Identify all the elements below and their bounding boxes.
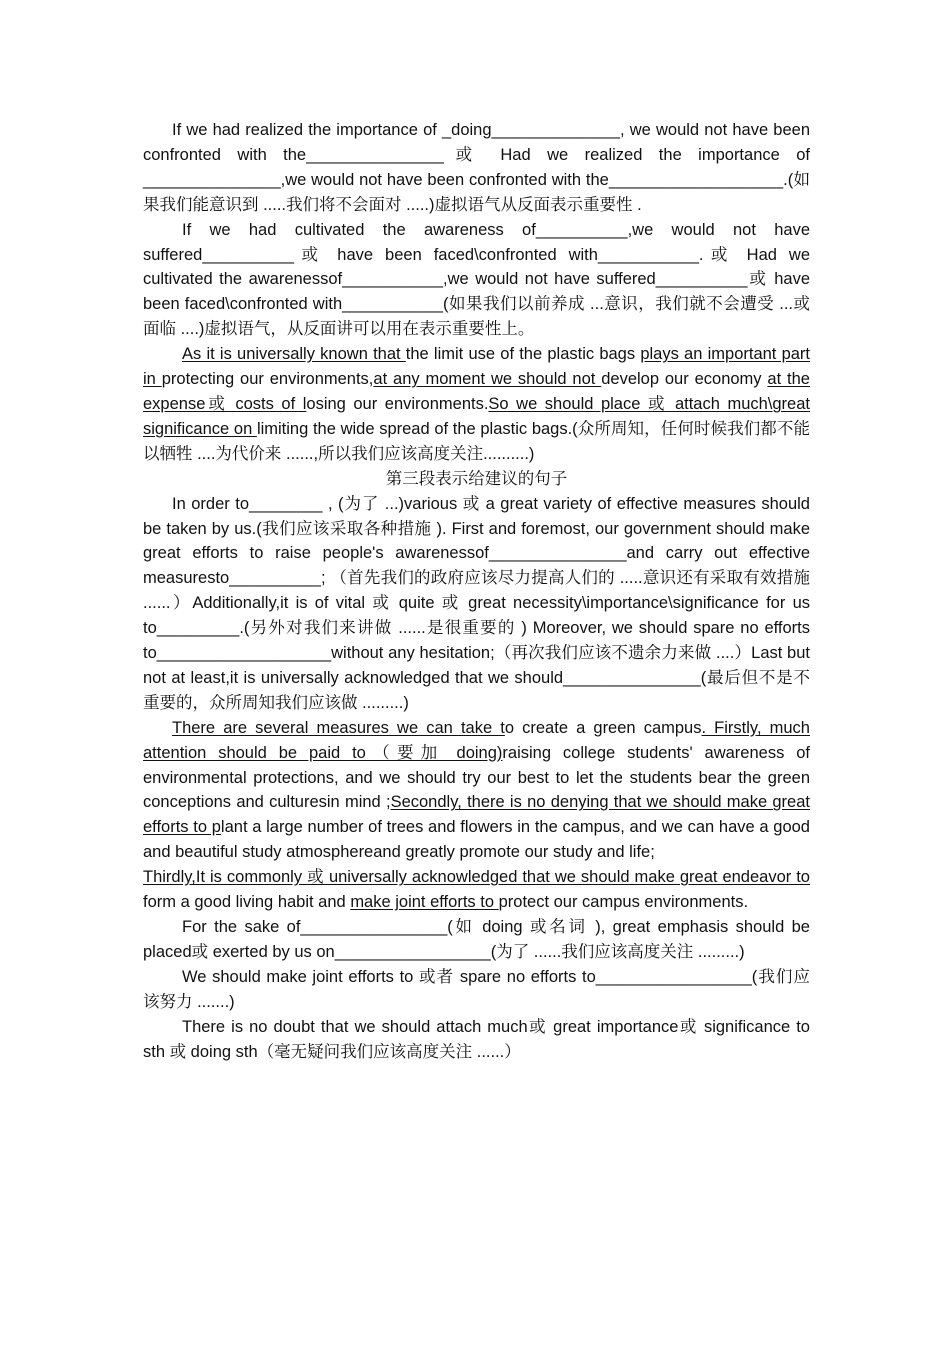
underlined-phrase: at the expense或 costs of l: [143, 370, 810, 413]
text-run: For the sake of________________(如 doing 或名词 ), great emphasis should be placed或 exerted by us on_________________(为了 ......我们应该高度关注 .........): [143, 918, 810, 961]
text-run: In order to________ , (为了 ...)various 或 a great variety of effective measures should be taken by us.(我们应该采取各种措施 ). First and foremost, our government should make great efforts to raise people's awarenessof_______________and carry out effective measuresto__________; （首先我们的政府应该尽力提高人们的 .....意识还有采取有效措施 ......）Additionally,it is of vital 或 quite 或 great necessity\importance\significance for us to_________.(另外对我们来讲做 ......是很重要的 ) Moreover, we should spare no efforts to___________________without any hesitation;（再次我们应该不遗余力来做 ....）Last but not at least,it is universally acknowledged that we should_______________(最后但不是不重要的，众所周知我们应该做 .........): [143, 494, 810, 712]
paragraph: [143, 915, 810, 965]
paragraph: [143, 716, 810, 865]
paragraph: [143, 492, 810, 716]
text-run: raising college students' awareness of environmental protections, and we should try our best to let the students bear the green conceptions and culturesin mind ;: [143, 743, 810, 812]
paragraph: [143, 1015, 810, 1065]
underlined-phrase: As it is universally known that: [182, 345, 406, 364]
underlined-phrase: Secondly, there is no denying that we should make great efforts to p: [143, 793, 810, 837]
paragraph: [143, 218, 810, 343]
underlined-phrase: make joint efforts to: [350, 893, 499, 912]
paragraph: [143, 342, 810, 467]
underlined-phrase: plays an important part in: [143, 345, 811, 389]
paragraph: [143, 965, 810, 1015]
text-run: If we had realized the importance of _doing______________, we would not have been confronted with the_______________或 Had we realized the importance of _______________,we would not have been confronted with the___________________.(如果我们能意识到 .....我们将不会面对 .....)虚拟语气从反面表示重要性 .: [143, 121, 810, 214]
text-run: lant a large number of trees and flowers in the campus, and we can have a good and beautiful study atmosphereand greatly promote our study and life;: [143, 818, 810, 862]
text-run: If we had cultivated the awareness of__________,we would not have suffered__________或 have been faced\confronted with___________.或 Had we cultivated the awarenessof___________,we would not have suffered__________或 have been faced\confronted with___________(如果我们以前养成 ...意识，我们就不会遭受 ...或面临 ....)虚拟语气，从反面讲可以用在表示重要性上。: [143, 220, 810, 339]
underlined-phrase: So we should place 或 attach much\great significance on: [143, 394, 810, 438]
text-run: o create a green campus: [504, 718, 702, 737]
text-run: protecting our environments,: [161, 370, 374, 389]
document-page: [143, 118, 810, 1064]
text-run: There is no doubt that we should attach much或 great importance或 significance to sth 或 doing sth（毫无疑问我们应该高度关注 ......）: [143, 1017, 810, 1061]
text-run: limiting the wide spread of the plastic bags.(众所周知，任何时候我们都不能以牺牲 ....为代价来 ......,所以我们应该高度关注..........): [143, 419, 810, 463]
text-run: protect our campus environments.: [498, 893, 749, 912]
underlined-phrase: . Firstly, much attention should be paid to（要加 doing): [143, 718, 810, 762]
underlined-phrase: There are several measures we can take t: [172, 718, 505, 737]
text-run: 第三段表示给建议的句子: [385, 469, 568, 488]
underlined-phrase: at any moment we should not: [373, 370, 602, 389]
text-run: the limit use of the plastic bags: [405, 345, 641, 364]
paragraph: [143, 118, 810, 218]
text-run: We should make joint efforts to 或者 spare no efforts to_________________(我们应该努力 .......): [143, 967, 810, 1011]
section-heading: [143, 467, 810, 492]
paragraph: [143, 865, 810, 915]
underlined-phrase: Thirdly,It is commonly 或 universally acknowledged that we should make great endeavor to: [143, 868, 810, 887]
text-run: osing our environments.: [306, 394, 489, 413]
text-run: develop our economy: [601, 370, 768, 389]
text-run: form a good living habit and: [143, 893, 351, 912]
